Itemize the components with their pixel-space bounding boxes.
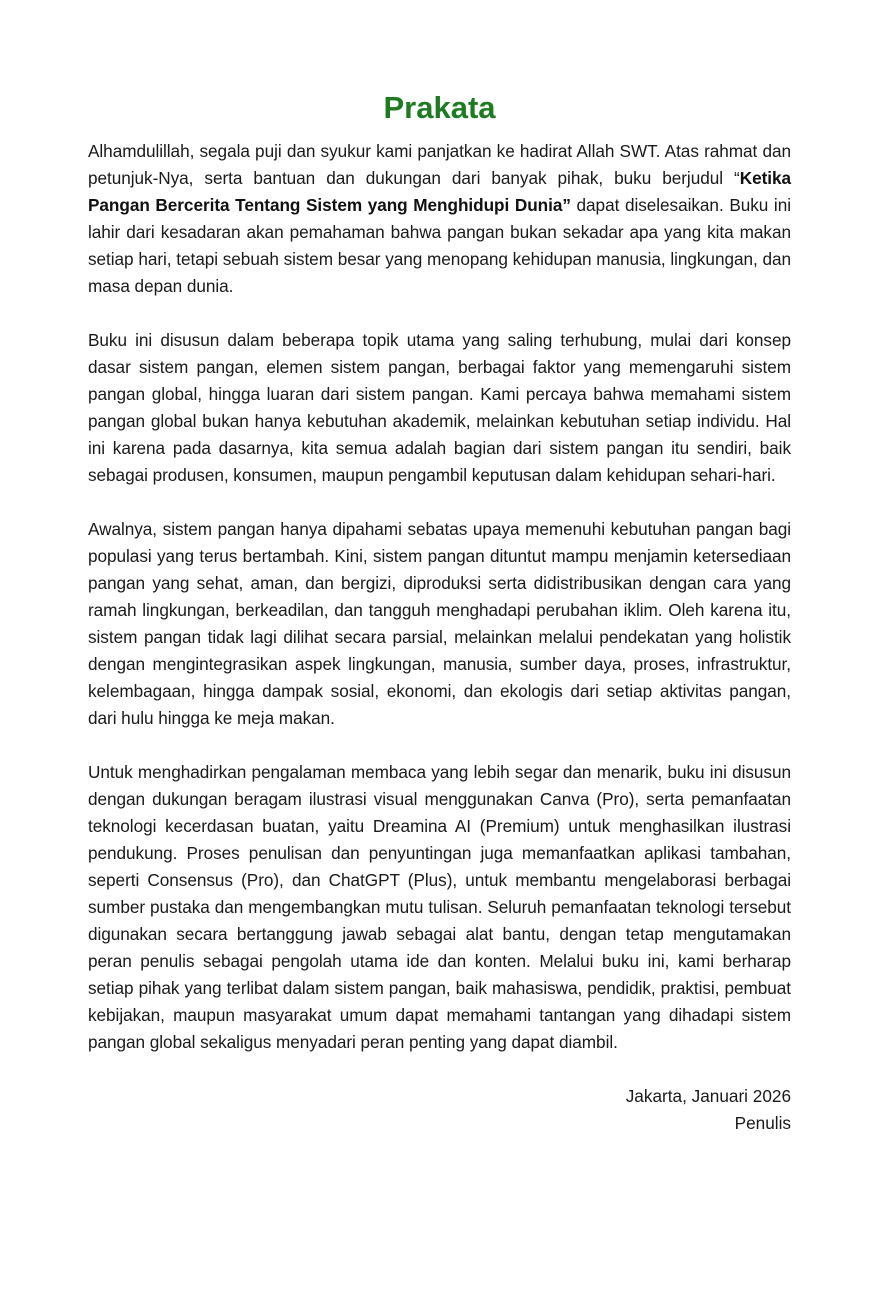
paragraph-3: Awalnya, sistem pangan hanya dipahami sebatas upaya memenuhi kebutuhan pangan bagi populasi yang terus bertambah. Kini, sistem pangan dituntut mampu menjamin ketersediaan pangan yang sehat, aman, dan bergizi, diproduksi serta didistribusikan dengan cara yang ramah lingkungan, berkeadilan, dan tangguh menghadapi perubahan iklim. Oleh karena itu, sistem pangan tidak lagi dilihat secara parsial, melainkan melalui pendekatan yang holistik dengan mengintegrasikan aspek lingkungan, manusia, sumber daya, proses, infrastruktur, kelembagaan, hingga dampak sosial, ekonomi, dan ekologis dari setiap aktivitas pangan, dari hulu hingga ke meja makan. — [88, 519, 791, 728]
paragraph-1 — [88, 138, 791, 300]
paragraph-1-text-start: Alhamdulillah, segala puji dan syukur kami panjatkan ke hadirat Allah SWT. Atas rahmat dan petunjuk-Nya, serta bantuan dan dukungan dari banyak pihak, buku berjudul “ — [88, 141, 791, 188]
book-title-bold: Ketika Pangan Bercerita Tentang Sistem yang Menghidupi Dunia” — [88, 168, 791, 215]
paragraph-2: Buku ini disusun dalam beberapa topik utama yang saling terhubung, mulai dari konsep dasar sistem pangan, elemen sistem pangan, berbagai faktor yang memengaruhi sistem pangan global, hingga luaran dari sistem pangan. Kami percaya bahwa memahami sistem pangan global bukan hanya kebutuhan akademik, melainkan kebutuhan setiap individu. Hal ini karena pada dasarnya, kita semua adalah bagian dari sistem pangan itu sendiri, baik sebagai produsen, konsumen, maupun pengambil keputusan dalam kehidupan sehari-hari. — [88, 330, 791, 485]
page-title: Prakata — [383, 90, 496, 125]
signature-author: Penulis — [734, 1113, 791, 1133]
signature-block — [88, 1083, 791, 1137]
paragraph-4: Untuk menghadirkan pengalaman membaca yang lebih segar dan menarik, buku ini disusun dengan dukungan beragam ilustrasi visual menggunakan Canva (Pro), serta pemanfaatan teknologi kecerdasan buatan, yaitu Dreamina AI (Premium) untuk menghasilkan ilustrasi pendukung. Proses penulisan dan penyuntingan juga memanfaatkan aplikasi tambahan, seperti Consensus (Pro), dan ChatGPT (Plus), untuk membantu mengelaborasi berbagai sumber pustaka dan mengembangkan mutu tulisan. Seluruh pemanfaatan teknologi tersebut digunakan secara bertanggung jawab sebagai alat bantu, dengan tetap mengutamakan peran penulis sebagai pengolah utama ide dan konten. Melalui buku ini, kami berharap setiap pihak yang terlibat dalam sistem pangan, baik mahasiswa, pendidik, praktisi, pembuat kebijakan, maupun masyarakat umum dapat memahami tantangan yang dihadapi sistem pangan global sekaligus menyadari peran penting yang dapat diambil. — [88, 762, 791, 1052]
signature-place-date: Jakarta, Januari 2026 — [625, 1086, 791, 1106]
paragraph-1-text-end: dapat diselesaikan. Buku ini lahir dari kesadaran akan pemahaman bahwa pangan bukan sekadar apa yang kita makan setiap hari, tetapi sebuah sistem besar yang menopang kehidupan manusia, lingkungan, dan masa depan dunia. — [88, 195, 791, 296]
